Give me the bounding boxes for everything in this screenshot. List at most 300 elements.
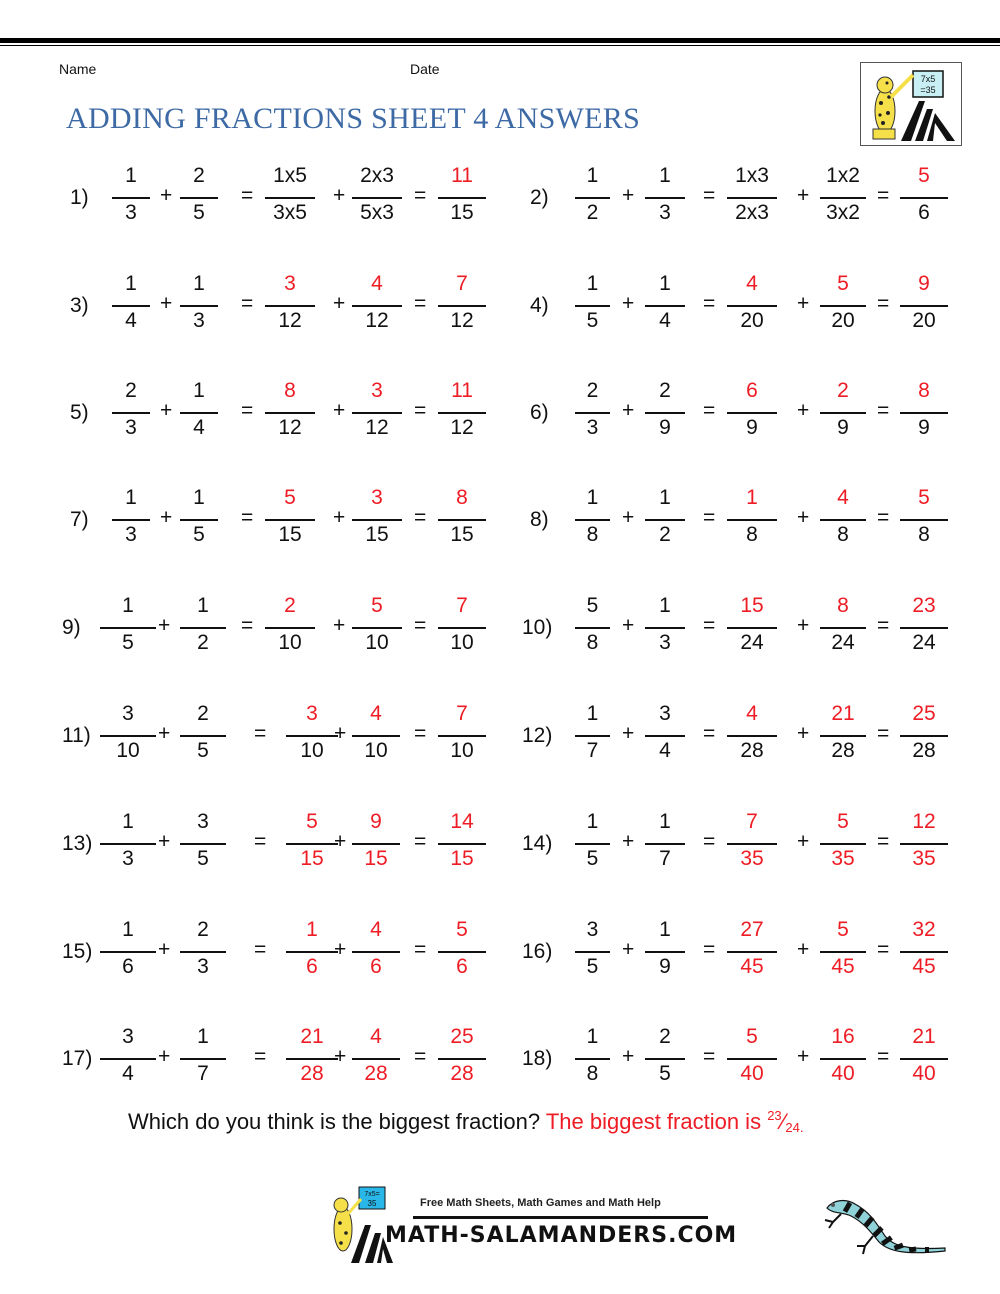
denominator: 20	[831, 309, 855, 332]
numerator: 1	[659, 594, 671, 617]
numerator: 2	[659, 379, 671, 402]
denominator: 40	[740, 1062, 764, 1085]
plus-sign: +	[622, 830, 635, 853]
fraction-d	[820, 804, 866, 884]
denominator: 5	[586, 955, 599, 978]
problem-number: 8)	[530, 508, 549, 531]
denominator: 6	[918, 201, 930, 224]
denominator: 28	[912, 739, 936, 762]
denominator: 3	[197, 955, 209, 978]
equals-sign: =	[877, 184, 890, 207]
plus-sign: +	[158, 1045, 171, 1068]
denominator: 10	[365, 631, 389, 654]
fraction-e	[900, 158, 948, 238]
denominator: 3	[193, 309, 205, 332]
numerator: 1	[193, 272, 205, 295]
numerator: 2	[197, 918, 209, 941]
fraction-b	[645, 696, 685, 776]
plus-sign: +	[622, 292, 635, 315]
equals-sign: =	[703, 399, 716, 422]
denominator: 28	[450, 1062, 474, 1085]
numerator: 2	[125, 379, 137, 402]
fraction-d	[820, 1019, 866, 1099]
problem-12	[0, 696, 1000, 776]
numerator: 1	[125, 164, 137, 187]
denominator: 9	[918, 416, 930, 439]
denominator: 5x3	[360, 201, 394, 224]
denominator: 4	[659, 309, 671, 332]
equals-sign: =	[703, 938, 716, 961]
question-answer	[546, 1109, 804, 1134]
fraction-d	[820, 373, 866, 453]
fraction-bar	[645, 412, 685, 414]
fraction-d	[820, 158, 866, 238]
fraction-a	[575, 266, 610, 346]
denominator: 24	[740, 631, 764, 654]
equals-sign: =	[254, 830, 267, 853]
numerator: 4	[837, 486, 849, 509]
fraction-e	[900, 804, 948, 884]
plus-sign: +	[333, 399, 346, 422]
numerator: 1	[193, 379, 205, 402]
plus-sign: +	[622, 399, 635, 422]
denominator: 40	[912, 1062, 936, 1085]
plus-sign: +	[333, 614, 346, 637]
answer-prefix: The biggest fraction is	[545, 1109, 762, 1134]
denominator: 15	[450, 523, 474, 546]
footer-logo	[325, 1185, 738, 1265]
plus-sign: +	[158, 938, 171, 961]
fraction-b	[645, 1019, 685, 1099]
denominator: 10	[450, 631, 474, 654]
numerator: 1	[193, 486, 205, 509]
numerator: 4	[746, 272, 758, 295]
numerator: 2	[197, 702, 209, 725]
denominator: 10	[450, 739, 474, 762]
plus-sign: +	[797, 506, 810, 529]
numerator: 1	[125, 272, 137, 295]
problem-6	[0, 373, 1000, 453]
numerator: 25	[912, 702, 936, 725]
fraction-a	[575, 912, 610, 992]
denominator: 8	[918, 523, 930, 546]
problem-number: 10)	[522, 616, 553, 639]
plus-sign: +	[797, 938, 810, 961]
fraction-bar	[900, 1058, 948, 1060]
problem-number: 11)	[62, 724, 91, 747]
fraction-b	[645, 588, 685, 668]
numerator: 1x5	[273, 164, 307, 187]
numerator: 1	[122, 810, 134, 833]
plus-sign: +	[797, 399, 810, 422]
fraction-bar	[645, 627, 685, 629]
denominator: 7	[197, 1062, 209, 1085]
numerator: 2	[193, 164, 205, 187]
denominator: 10	[116, 739, 140, 762]
equals-sign: =	[703, 614, 716, 637]
numerator: 5	[837, 810, 849, 833]
fraction-c	[727, 912, 777, 992]
equals-sign: =	[703, 722, 716, 745]
fraction-d	[820, 588, 866, 668]
fraction-bar	[575, 951, 610, 953]
numerator: 3	[586, 918, 599, 941]
fraction-e	[900, 696, 948, 776]
numerator: 1	[586, 164, 599, 187]
fraction-d	[820, 266, 866, 346]
numerator: 5	[746, 1025, 758, 1048]
fraction-a	[575, 373, 610, 453]
numerator: 7	[456, 272, 468, 295]
denominator: 12	[278, 416, 302, 439]
fraction-c	[727, 480, 777, 560]
fraction-bar	[727, 951, 777, 953]
denominator: 3	[125, 523, 137, 546]
denominator: 7	[659, 847, 671, 870]
fraction-a	[575, 1019, 610, 1099]
denominator: 28	[831, 739, 855, 762]
problem-number: 14)	[522, 832, 553, 855]
equals-sign: =	[241, 184, 254, 207]
problem-18	[0, 1019, 1000, 1099]
denominator: 15	[278, 523, 302, 546]
equals-sign: =	[241, 506, 254, 529]
fraction-bar	[900, 519, 948, 521]
plus-sign: +	[333, 184, 346, 207]
fraction-bar	[820, 305, 866, 307]
denominator: 8	[837, 523, 849, 546]
numerator: 1	[659, 164, 671, 187]
name-label: Name	[59, 61, 97, 77]
fraction-bar	[575, 843, 610, 845]
equals-sign: =	[254, 938, 267, 961]
numerator: 5	[284, 486, 296, 509]
fraction-bar	[575, 305, 610, 307]
numerator: 3	[284, 272, 296, 295]
denominator: 5	[193, 523, 205, 546]
denominator: 45	[740, 955, 764, 978]
numerator: 2x3	[360, 164, 394, 187]
svg-text:7x5=: 7x5=	[364, 1191, 380, 1198]
plus-sign: +	[158, 830, 171, 853]
equals-sign: =	[414, 722, 427, 745]
numerator: 1	[586, 272, 599, 295]
plus-sign: +	[797, 1045, 810, 1068]
plus-sign: +	[797, 292, 810, 315]
equals-sign: =	[877, 292, 890, 315]
denominator: 5	[197, 847, 209, 870]
denominator: 5	[122, 631, 134, 654]
numerator: 21	[831, 702, 855, 725]
numerator: 27	[740, 918, 764, 941]
problem-number: 16)	[522, 940, 553, 963]
fraction-bar	[575, 412, 610, 414]
fraction-bar	[820, 1058, 866, 1060]
salamander-teacher-icon	[861, 63, 961, 145]
equals-sign: =	[414, 399, 427, 422]
footer-divider	[413, 1216, 708, 1219]
equals-sign: =	[241, 292, 254, 315]
problem-number: 9)	[62, 616, 81, 639]
denominator: 24	[831, 631, 855, 654]
page-title: ADDING FRACTIONS SHEET 4 ANSWERS	[66, 102, 641, 135]
numerator: 16	[831, 1025, 855, 1048]
plus-sign: +	[334, 938, 347, 961]
numerator: 9	[370, 810, 382, 833]
question-prompt: Which do you think is the biggest fraction?	[128, 1109, 541, 1134]
numerator: 2	[659, 1025, 671, 1048]
problem-8	[0, 480, 1000, 560]
equals-sign: =	[703, 830, 716, 853]
plus-sign: +	[158, 722, 171, 745]
fraction-bar	[727, 197, 777, 199]
numerator: 11	[451, 164, 473, 187]
fraction-a	[575, 158, 610, 238]
equals-sign: =	[877, 1045, 890, 1068]
numerator: 5	[918, 164, 930, 187]
denominator: 10	[300, 739, 324, 762]
fraction-bar	[645, 843, 685, 845]
numerator: 4	[370, 702, 382, 725]
problem-number: 18)	[522, 1047, 553, 1070]
numerator: 2	[837, 379, 849, 402]
denominator: 5	[659, 1062, 671, 1085]
denominator: 15	[300, 847, 324, 870]
fraction-d	[820, 480, 866, 560]
denominator: 12	[365, 309, 389, 332]
problem-number: 6)	[530, 401, 549, 424]
fraction-b	[645, 804, 685, 884]
numerator: 1	[586, 1025, 599, 1048]
equals-sign: =	[877, 399, 890, 422]
fraction-bar	[645, 951, 685, 953]
plus-sign: +	[622, 184, 635, 207]
plus-sign: +	[622, 614, 635, 637]
fraction-c	[727, 158, 777, 238]
numerator: 3	[197, 810, 209, 833]
denominator: 12	[450, 309, 474, 332]
problem-number: 7)	[70, 508, 89, 531]
denominator: 4	[659, 739, 671, 762]
answer-numerator: 23	[767, 1108, 782, 1123]
equals-sign: =	[414, 184, 427, 207]
equals-sign: =	[877, 506, 890, 529]
numerator: 1	[659, 918, 671, 941]
equals-sign: =	[414, 938, 427, 961]
numerator: 3	[371, 379, 383, 402]
denominator: 9	[659, 416, 671, 439]
equals-sign: =	[414, 614, 427, 637]
math-salamanders-logo	[860, 62, 962, 146]
fraction-bar	[575, 1058, 610, 1060]
denominator: 3	[586, 416, 599, 439]
denominator: 3x5	[273, 201, 307, 224]
plus-sign: +	[622, 938, 635, 961]
numerator: 1	[659, 810, 671, 833]
fraction-c	[727, 266, 777, 346]
header-rule-thick	[0, 38, 1000, 43]
equals-sign: =	[703, 506, 716, 529]
fraction-e	[900, 480, 948, 560]
fraction-bar	[575, 197, 610, 199]
denominator: 5	[193, 201, 205, 224]
fraction-c	[727, 588, 777, 668]
plus-sign: +	[797, 184, 810, 207]
equals-sign: =	[241, 614, 254, 637]
denominator: 6	[456, 955, 468, 978]
problem-14	[0, 804, 1000, 884]
plus-sign: +	[160, 399, 173, 422]
denominator: 3x2	[826, 201, 860, 224]
fraction-bar	[727, 1058, 777, 1060]
problem-number: 15)	[62, 940, 93, 963]
fraction-a	[575, 804, 610, 884]
numerator: 3	[122, 1025, 134, 1048]
denominator: 35	[912, 847, 936, 870]
numerator: 1	[586, 810, 599, 833]
numerator: 1	[659, 272, 671, 295]
numerator: 12	[912, 810, 936, 833]
numerator: 8	[456, 486, 468, 509]
denominator: 12	[278, 309, 302, 332]
fraction-bar	[900, 412, 948, 414]
numerator: 23	[912, 594, 936, 617]
numerator: 1	[125, 486, 137, 509]
fraction-bar	[645, 1058, 685, 1060]
denominator: 28	[300, 1062, 324, 1085]
denominator: 5	[586, 847, 599, 870]
denominator: 8	[746, 523, 758, 546]
svg-text:35: 35	[367, 1199, 377, 1208]
fraction-bar	[645, 305, 685, 307]
numerator: 1	[586, 486, 599, 509]
problem-number: 13)	[62, 832, 93, 855]
numerator: 4	[746, 702, 758, 725]
numerator: 3	[122, 702, 134, 725]
fraction-a	[575, 588, 610, 668]
plus-sign: +	[622, 1045, 635, 1068]
problem-number: 2)	[530, 186, 549, 209]
fraction-bar	[820, 412, 866, 414]
equals-sign: =	[414, 1045, 427, 1068]
fraction-b	[645, 158, 685, 238]
denominator: 10	[364, 739, 388, 762]
equals-sign: =	[414, 292, 427, 315]
fraction-bar	[900, 951, 948, 953]
fraction-b	[645, 266, 685, 346]
numerator: 4	[371, 272, 383, 295]
fraction-e	[900, 373, 948, 453]
denominator: 5	[197, 739, 209, 762]
denominator: 15	[364, 847, 388, 870]
denominator: 45	[912, 955, 936, 978]
denominator: 28	[364, 1062, 388, 1085]
denominator: 6	[370, 955, 382, 978]
numerator: 11	[451, 379, 473, 402]
plus-sign: +	[797, 722, 810, 745]
denominator: 5	[586, 309, 599, 332]
numerator: 1	[659, 486, 671, 509]
denominator: 4	[125, 309, 137, 332]
fraction-bar	[900, 735, 948, 737]
plus-sign: +	[160, 292, 173, 315]
numerator: 5	[456, 918, 468, 941]
answer-slash: ⁄	[781, 1109, 786, 1134]
numerator: 9	[918, 272, 930, 295]
denominator: 28	[740, 739, 764, 762]
equals-sign: =	[877, 938, 890, 961]
fraction-c	[727, 804, 777, 884]
problem-number: 4)	[530, 294, 549, 317]
plus-sign: +	[797, 614, 810, 637]
numerator: 2	[586, 379, 599, 402]
svg-text:=35: =35	[920, 85, 936, 95]
fraction-bar	[820, 735, 866, 737]
denominator: 3	[125, 201, 137, 224]
plus-sign: +	[334, 830, 347, 853]
numerator: 1x3	[735, 164, 769, 187]
numerator: 3	[659, 702, 671, 725]
fraction-bar	[820, 627, 866, 629]
plus-sign: +	[333, 506, 346, 529]
header-rule-thin	[0, 45, 1000, 46]
fraction-e	[900, 266, 948, 346]
plus-sign: +	[333, 292, 346, 315]
problem-number: 3)	[70, 294, 89, 317]
fraction-b	[645, 912, 685, 992]
fraction-bar	[575, 735, 610, 737]
numerator: 8	[918, 379, 930, 402]
denominator: 15	[365, 523, 389, 546]
denominator: 45	[831, 955, 855, 978]
fraction-c	[727, 1019, 777, 1099]
fraction-bar	[727, 735, 777, 737]
numerator: 5	[837, 272, 849, 295]
problem-number: 1)	[70, 186, 89, 209]
numerator: 21	[300, 1025, 324, 1048]
plus-sign: +	[160, 506, 173, 529]
equals-sign: =	[877, 830, 890, 853]
fraction-bar	[900, 627, 948, 629]
numerator: 32	[912, 918, 936, 941]
plus-sign: +	[334, 1045, 347, 1068]
numerator: 5	[918, 486, 930, 509]
denominator: 10	[278, 631, 302, 654]
denominator: 6	[122, 955, 134, 978]
fraction-bar	[727, 412, 777, 414]
numerator: 2	[284, 594, 296, 617]
numerator: 4	[370, 1025, 382, 1048]
numerator: 7	[456, 594, 468, 617]
denominator: 12	[365, 416, 389, 439]
fraction-b	[645, 480, 685, 560]
footer-site-link[interactable]: MATH-SALAMANDERS.COM	[385, 1223, 738, 1248]
numerator: 1	[746, 486, 758, 509]
numerator: 3	[306, 702, 318, 725]
problem-number: 12)	[522, 724, 553, 747]
equals-sign: =	[877, 614, 890, 637]
fraction-a	[575, 696, 610, 776]
denominator: 20	[740, 309, 764, 332]
denominator: 9	[659, 955, 671, 978]
plus-sign: +	[622, 722, 635, 745]
denominator: 20	[912, 309, 936, 332]
fraction-bar	[727, 519, 777, 521]
denominator: 8	[586, 1062, 599, 1085]
denominator: 35	[831, 847, 855, 870]
plus-sign: +	[797, 830, 810, 853]
numerator: 1	[197, 1025, 209, 1048]
